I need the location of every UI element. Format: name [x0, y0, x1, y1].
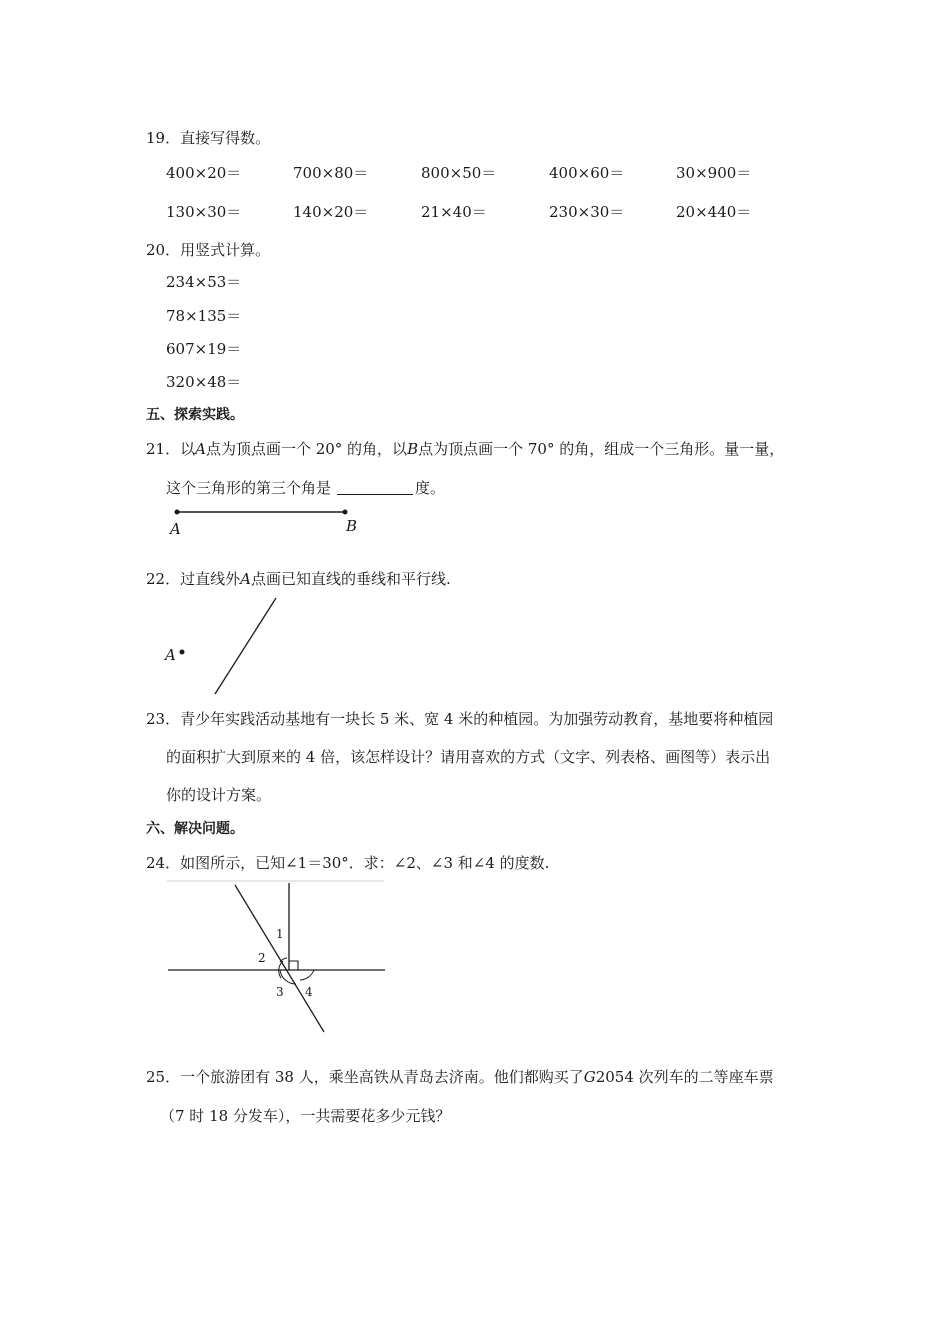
segment-ab-figure [168, 510, 357, 539]
angle-label-3: 3 [276, 985, 284, 999]
q19-r2-c5: 20×440＝ [676, 203, 752, 221]
q19-r1-c3: 800×50＝ [421, 164, 497, 182]
q19-r1-c4: 400×60＝ [549, 164, 625, 182]
q25-line-2: （7 时 18 分发车），一共需要花多少元钱？ [160, 1107, 451, 1125]
angle-label-2: 2 [258, 951, 266, 965]
q20-item-4: 320×48＝ [166, 373, 242, 391]
point-a-dot [175, 510, 180, 515]
point-a-dot-q22 [180, 650, 185, 655]
q20-item-1: 234×53＝ [166, 273, 242, 291]
q19-r1-c1: 400×20＝ [166, 164, 242, 182]
q20-title: 20．用竖式计算。 [146, 241, 271, 259]
point-b-dot [343, 510, 348, 515]
angle-label-1: 1 [276, 927, 284, 941]
q23-line-2: 的面积扩大到原来的 4 倍，该怎样设计？请用喜欢的方式（文字、列表格、画图等）表示出 [166, 748, 771, 766]
q19-title: 19．直接写得数。 [146, 129, 271, 147]
label-b: B [346, 517, 358, 535]
q19-r1-c5: 30×900＝ [676, 164, 752, 182]
label-a: A [170, 520, 181, 538]
q23-line-3: 你的设计方案。 [166, 786, 272, 804]
q22-text: 22．过直线外A点画已知直线的垂线和平行线. [146, 570, 451, 588]
section-5-heading: 五、探索实践。 [146, 407, 244, 423]
q19-r2-c3: 21×40＝ [421, 203, 487, 221]
q19-r2-c2: 140×20＝ [293, 203, 369, 221]
angle-label-4: 4 [305, 985, 313, 999]
q20-item-2: 78×135＝ [166, 307, 242, 325]
q21-line-2: 这个三角形的第三个角是 度。 [166, 479, 446, 497]
q25-line-1: 25．一个旅游团有 38 人，乘坐高铁从青岛去济南。他们都购买了G2054 次列车的二等座车票 [146, 1068, 774, 1086]
given-line [215, 598, 276, 694]
right-angle-mark [289, 961, 298, 970]
q23-line-1: 23．青少年实践活动基地有一块长 5 米、宽 4 米的种植园。为加强劳动教育，基地要将种植园 [146, 710, 774, 728]
angle-figure [167, 881, 385, 1032]
label-a-q22: A [165, 646, 176, 664]
q19-r1-c2: 700×80＝ [293, 164, 369, 182]
slanted-line [235, 885, 324, 1032]
q19-r2-c1: 130×30＝ [166, 203, 242, 221]
q21-line-1: 21．以A点为顶点画一个 20° 的角，以B点为顶点画一个 70° 的角，组成一个三角形。量一量， [146, 440, 785, 458]
line-and-point-figure [163, 598, 276, 694]
q24-text: 24．如图所示，已知∠1＝30°．求：∠2、∠3 和∠4 的度数. [146, 854, 550, 872]
section-6-heading: 六、解决问题。 [146, 821, 244, 837]
q20-item-3: 607×19＝ [166, 340, 242, 358]
q19-r2-c4: 230×30＝ [549, 203, 625, 221]
angle-4-arc [300, 970, 314, 980]
